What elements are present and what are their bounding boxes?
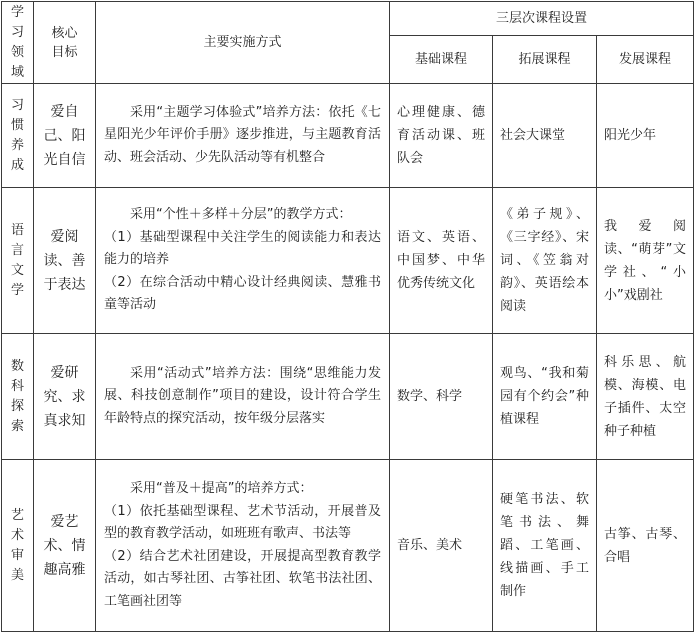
method-text: 采用“活动式”培养方法：围绕“思维能力发展、科技创意制作”项目的建设，设计符合学生年龄特点的探究活动，按年级分层落实 <box>104 365 381 426</box>
header-extend: 拓展课程 <box>493 36 597 84</box>
basic-course-cell: 语文、英语、中国梦、中华优秀传统文化 <box>390 188 493 334</box>
method-text: （1）依托基础型课程、艺术节活动，开展普及型的教育教学活动，如班班有歌声、书法等 <box>104 503 381 541</box>
method-text: 采用“个性＋多样＋分层”的教学方式： <box>130 207 352 223</box>
header-goal: 核心目标 <box>34 2 96 84</box>
table-row-art <box>2 460 694 632</box>
method-cell <box>96 460 390 632</box>
method-text: （1）基础型课程中关注学生的阅读能力和表达能力的培养 <box>104 229 381 268</box>
extend-course-cell: 观鸟、“我和菊园有个约会”种植课程 <box>493 334 597 460</box>
basic-course-cell: 数学、科学 <box>390 334 493 460</box>
domain-cell: 习惯养成 <box>2 84 34 188</box>
goal-cell: 爱自己、阳光自信 <box>34 84 96 188</box>
develop-course-cell: 我爱阅读、“萌芽”文学社、“小小”戏剧社 <box>597 188 694 334</box>
method-cell <box>96 188 390 334</box>
curriculum-table <box>1 1 694 632</box>
develop-course-cell: 阳光少年 <box>597 84 694 188</box>
develop-course-cell: 科乐思、航模、海模、电子插件、太空种子种植 <box>597 334 694 460</box>
method-text: （2）结合艺术社团建设，开展提高型教育教学活动，如古琴社团、古筝社团、软笔书法社团、工笔画社团等 <box>104 548 381 609</box>
method-text: （2）在综合活动中精心设计经典阅读、慧雅书童等活动 <box>104 274 381 313</box>
extend-course-cell: 《弟子规》、《三字经》、宋词、《笠翁对韵》、英语绘本阅读 <box>493 188 597 334</box>
method-text: 采用“主题学习体验式”培养方法：依托《七星阳光少年评价手册》逐步推进，与主题教育活动、班会活动、少先队活动等有机整合 <box>104 104 381 165</box>
method-cell <box>96 84 390 188</box>
domain-cell: 艺术审美 <box>2 460 34 632</box>
extend-course-cell: 社会大课堂 <box>493 84 597 188</box>
method-cell <box>96 334 390 460</box>
goal-cell: 爱艺术、情趣高雅 <box>34 460 96 632</box>
extend-course-cell: 硬笔书法、软笔书法、舞蹈、工笔画、线描画、手工制作 <box>493 460 597 632</box>
basic-course-cell: 音乐、美术 <box>390 460 493 632</box>
header-domain: 学习领域 <box>2 2 34 84</box>
table-row-science <box>2 334 694 460</box>
develop-course-cell: 古筝、古琴、合唱 <box>597 460 694 632</box>
table-row-language <box>2 188 694 334</box>
goal-cell: 爱研究、求真求知 <box>34 334 96 460</box>
header-course-group: 三层次课程设置 <box>390 2 694 36</box>
header-method: 主要实施方式 <box>96 2 390 84</box>
table-row-habit <box>2 84 694 188</box>
header-basic: 基础课程 <box>390 36 493 84</box>
method-text: 采用“普及＋提高”的培养方式： <box>130 481 313 496</box>
domain-cell: 数科探索 <box>2 334 34 460</box>
header-develop: 发展课程 <box>597 36 694 84</box>
domain-cell: 语言文学 <box>2 188 34 334</box>
basic-course-cell: 心理健康、德育活动课、班队会 <box>390 84 493 188</box>
goal-cell: 爱阅读、善于表达 <box>34 188 96 334</box>
